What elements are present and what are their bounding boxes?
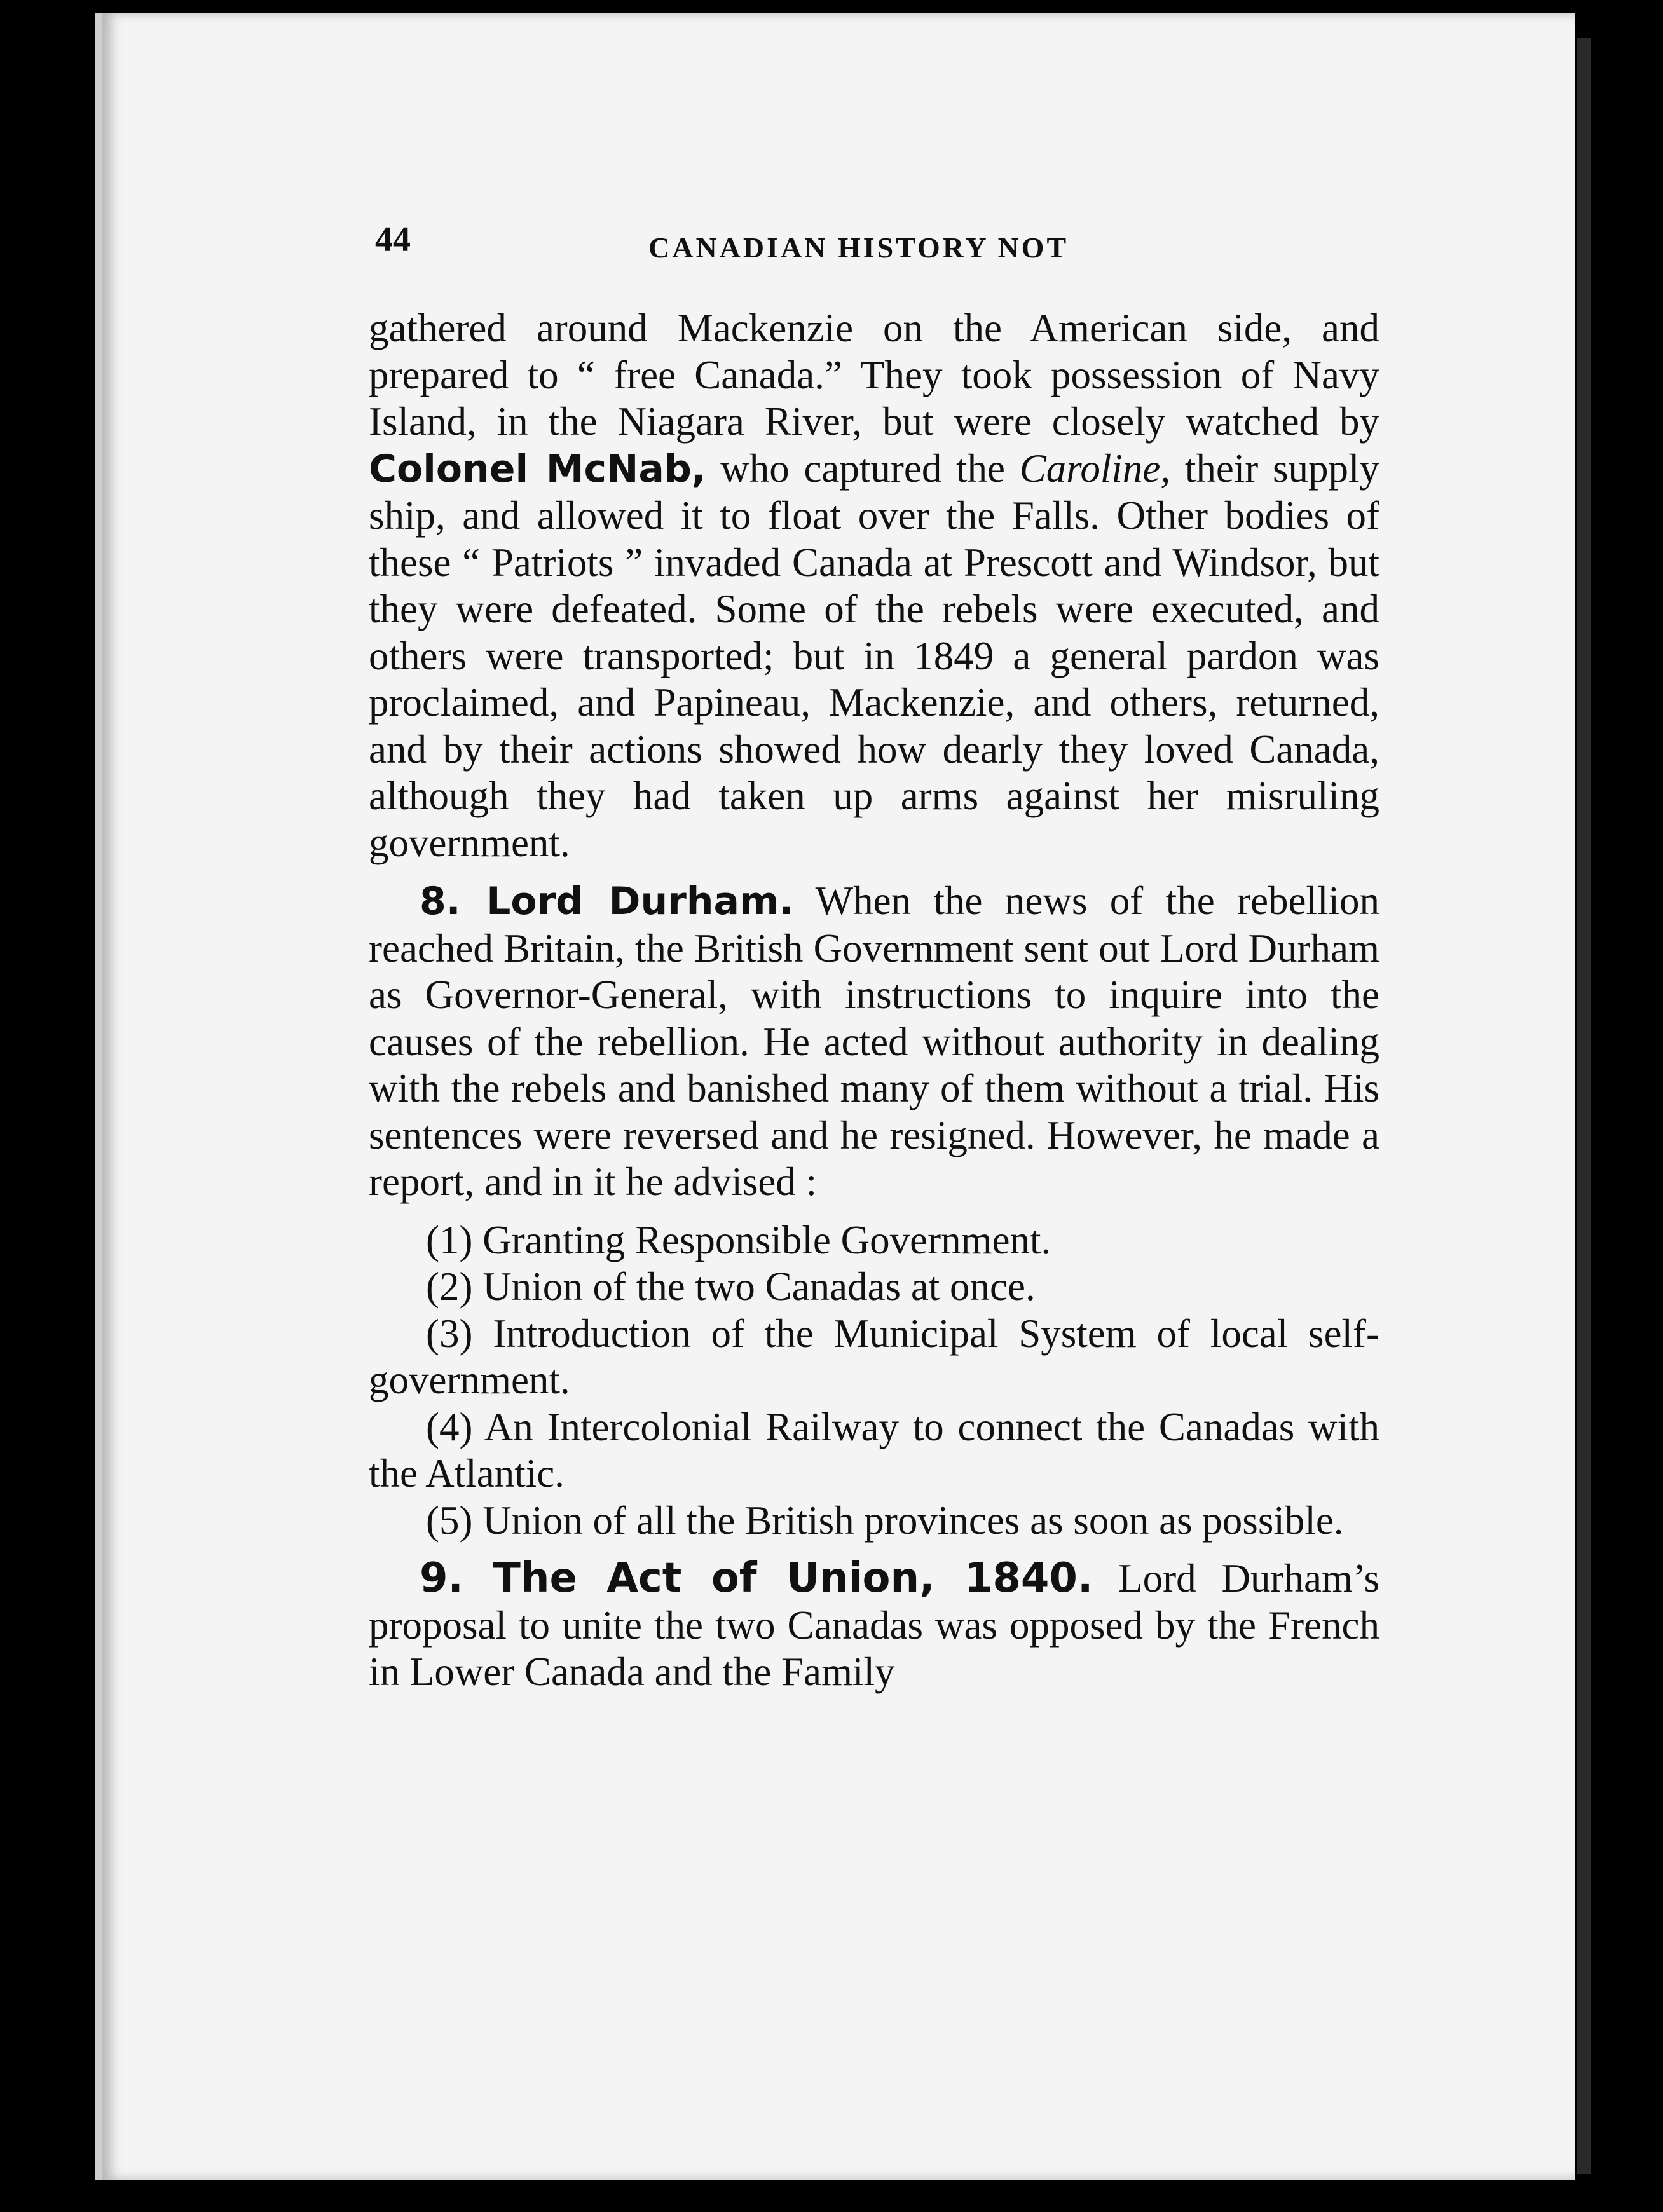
list-item: (4) An Intercolonial Railway to connect the Canadas with the Atlantic.	[369, 1404, 1379, 1496]
section-heading-act-of-union: 9. The Act of Union, 1840.	[420, 1555, 1093, 1602]
section-8-paragraph: 8. Lord Durham. When the news of the rebellion reached Britain, the British Government sent out Lord Durham as Governor-General, with instructions to inquire into the causes of the rebellion. He acted without authority in dealing with the rebels and banished many of them without a trial. His sentences were reversed and he resigned. However, he made a report, and in it he advised :	[369, 878, 1380, 1204]
body-text	[369, 305, 1379, 1696]
page-number: 44	[375, 220, 411, 259]
paragraph-rebellion-aftermath: gathered around Mackenzie on the American side, and prepared to “ free Canada.” They took possession of Navy Island, in the Niagara River, but were closely watched by Colonel McNab, who captured the Caroline, their supply ship, and allowed it to float over the Falls. Other bodies of these “ Patriots ” invaded Canada at Prescott and Windsor, but they were defeated. Some of the rebels were executed, and others were transported; but in 1849 a general pardon was proclaimed, and Papineau, Mackenzie, and others, returned, and by their actions showed how dearly they loved Canada, although they had taken up arms against her misruling government.	[369, 306, 1379, 865]
list-item: (1) Granting Responsible Government.	[426, 1217, 1051, 1262]
list-item: (2) Union of the two Canadas at once.	[426, 1264, 1036, 1309]
name-colonel-mcnab: Colonel McNab,	[369, 446, 706, 491]
section-heading-lord-durham: 8. Lord Durham.	[420, 879, 794, 924]
section-9-paragraph: 9. The Act of Union, 1840. Lord Durham’s proposal to unite the two Canadas was opposed by the French in Lower Canada and the Family	[369, 1555, 1379, 1694]
list-item: (5) Union of all the British provinces as soon as possible.	[426, 1498, 1344, 1543]
ship-name: Caroline,	[1019, 446, 1171, 491]
page-header	[375, 219, 1532, 264]
scan-border	[1591, 38, 1663, 2212]
running-head: CANADIAN HISTORY NOT	[648, 231, 1069, 264]
page-edge-shadow	[1577, 38, 1591, 2174]
list-item: (3) Introduction of the Municipal System of local self-government.	[369, 1311, 1379, 1402]
